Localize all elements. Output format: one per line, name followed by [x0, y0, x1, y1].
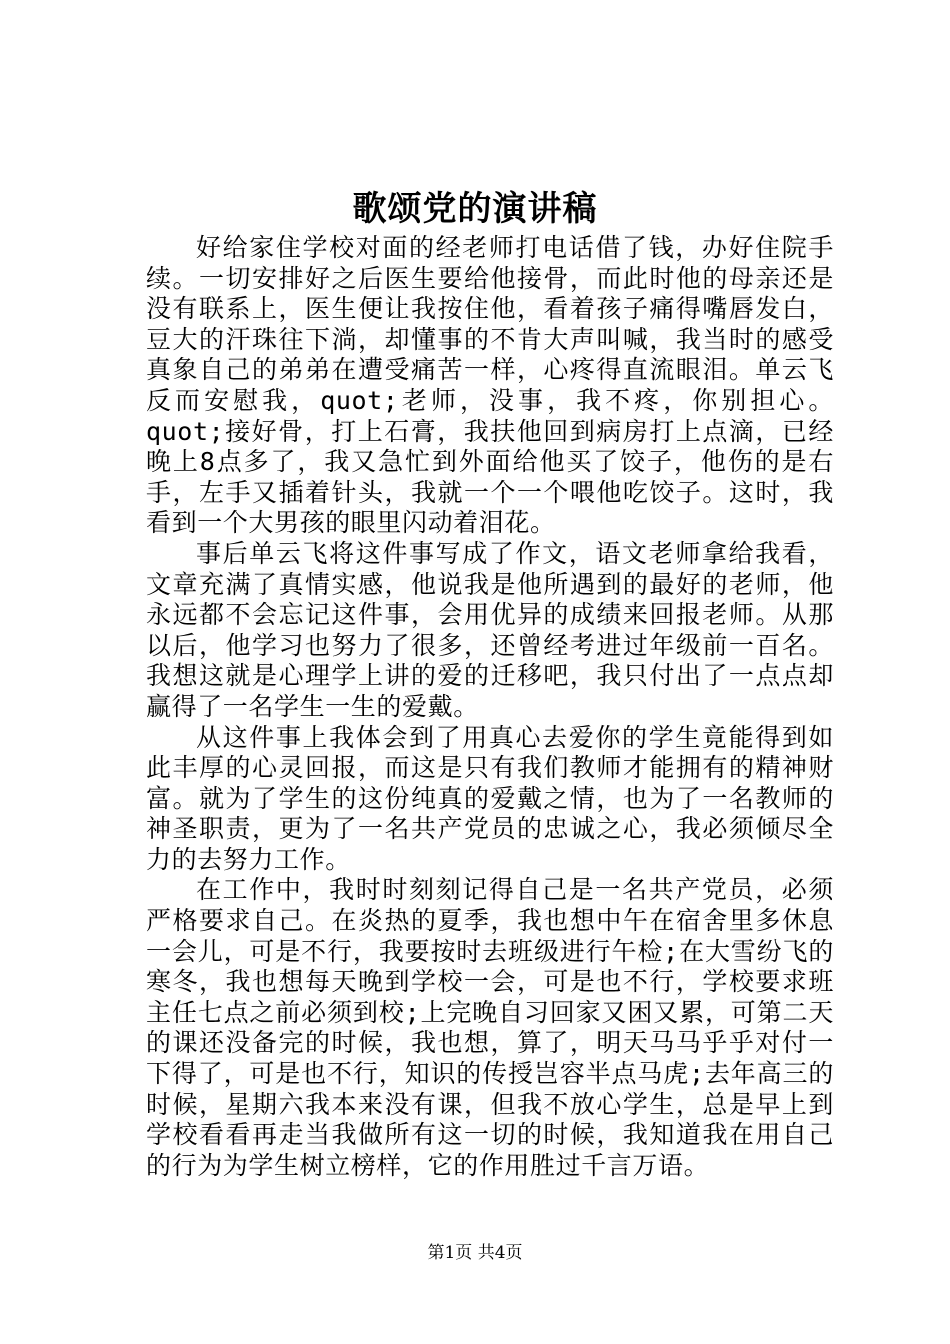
paragraph-3: 从这件事上我体会到了用真心去爱你的学生竟能得到如此丰厚的心灵回报，而这是只有我们教师才能拥有的精神财富。就为了学生的这份纯真的爱戴之情，也为了一名教师的神圣职责，更为了一名共产党员的忠诚之心，我必须倾尽全力的去努力工作。 — [146, 722, 834, 874]
page-number-footer: 第1页 共4页 — [427, 1243, 523, 1263]
paragraph-4: 在工作中，我时时刻刻记得自己是一名共产党员，必须严格要求自己。在炎热的夏季，我也想中午在宿舍里多休息一会儿，可是不行，我要按时去班级进行午检;在大雪纷飞的寒冬，我也想每天晚到学校一会，可是也不行，学校要求班主任七点之前必须到校;上完晚自习回家又困又累，可第二天的课还没备完的时候，我也想，算了，明天马马乎乎对付一下得了，可是也不行，知识的传授岂容半点马虎;去年高三的时候，星期六我本来没有课，但我不放心学生，总是早上到学校看看再走当我做所有这一切的时候，我知道我在用自己的行为为学生树立榜样，它的作用胜过千言万语。 — [146, 875, 834, 1180]
paragraph-1: 好给家住学校对面的经老师打电话借了钱，办好住院手续。一切安排好之后医生要给他接骨，而此时他的母亲还是没有联系上，医生便让我按住他，看着孩子痛得嘴唇发白，豆大的汗珠往下淌，却懂事的不肯大声叫喊，我当时的感受真象自己的弟弟在遭受痛苦一样，心疼得直流眼泪。单云飞反而安慰我，quot;老师，没事，我不疼，你别担心。quot;接好骨，打上石膏，我扶他回到病房打上点滴，已经晚上8点多了，我又急忙到外面给他买了饺子，他伤的是右手，左手又插着针头，我就一个一个喂他吃饺子。这时，我看到一个大男孩的眼里闪动着泪花。 — [146, 233, 834, 538]
document-title: 歌颂党的演讲稿 — [352, 189, 598, 229]
paragraph-2: 事后单云飞将这件事写成了作文，语文老师拿给我看，文章充满了真情实感，他说我是他所遇到的最好的老师，他永远都不会忘记这件事，会用优异的成绩来回报老师。从那以后，他学习也努力了很多，还曾经考进过年级前一百名。我想这就是心理学上讲的爱的迁移吧，我只付出了一点点却赢得了一名学生一生的爱戴。 — [146, 538, 834, 721]
document-body — [146, 233, 834, 1181]
